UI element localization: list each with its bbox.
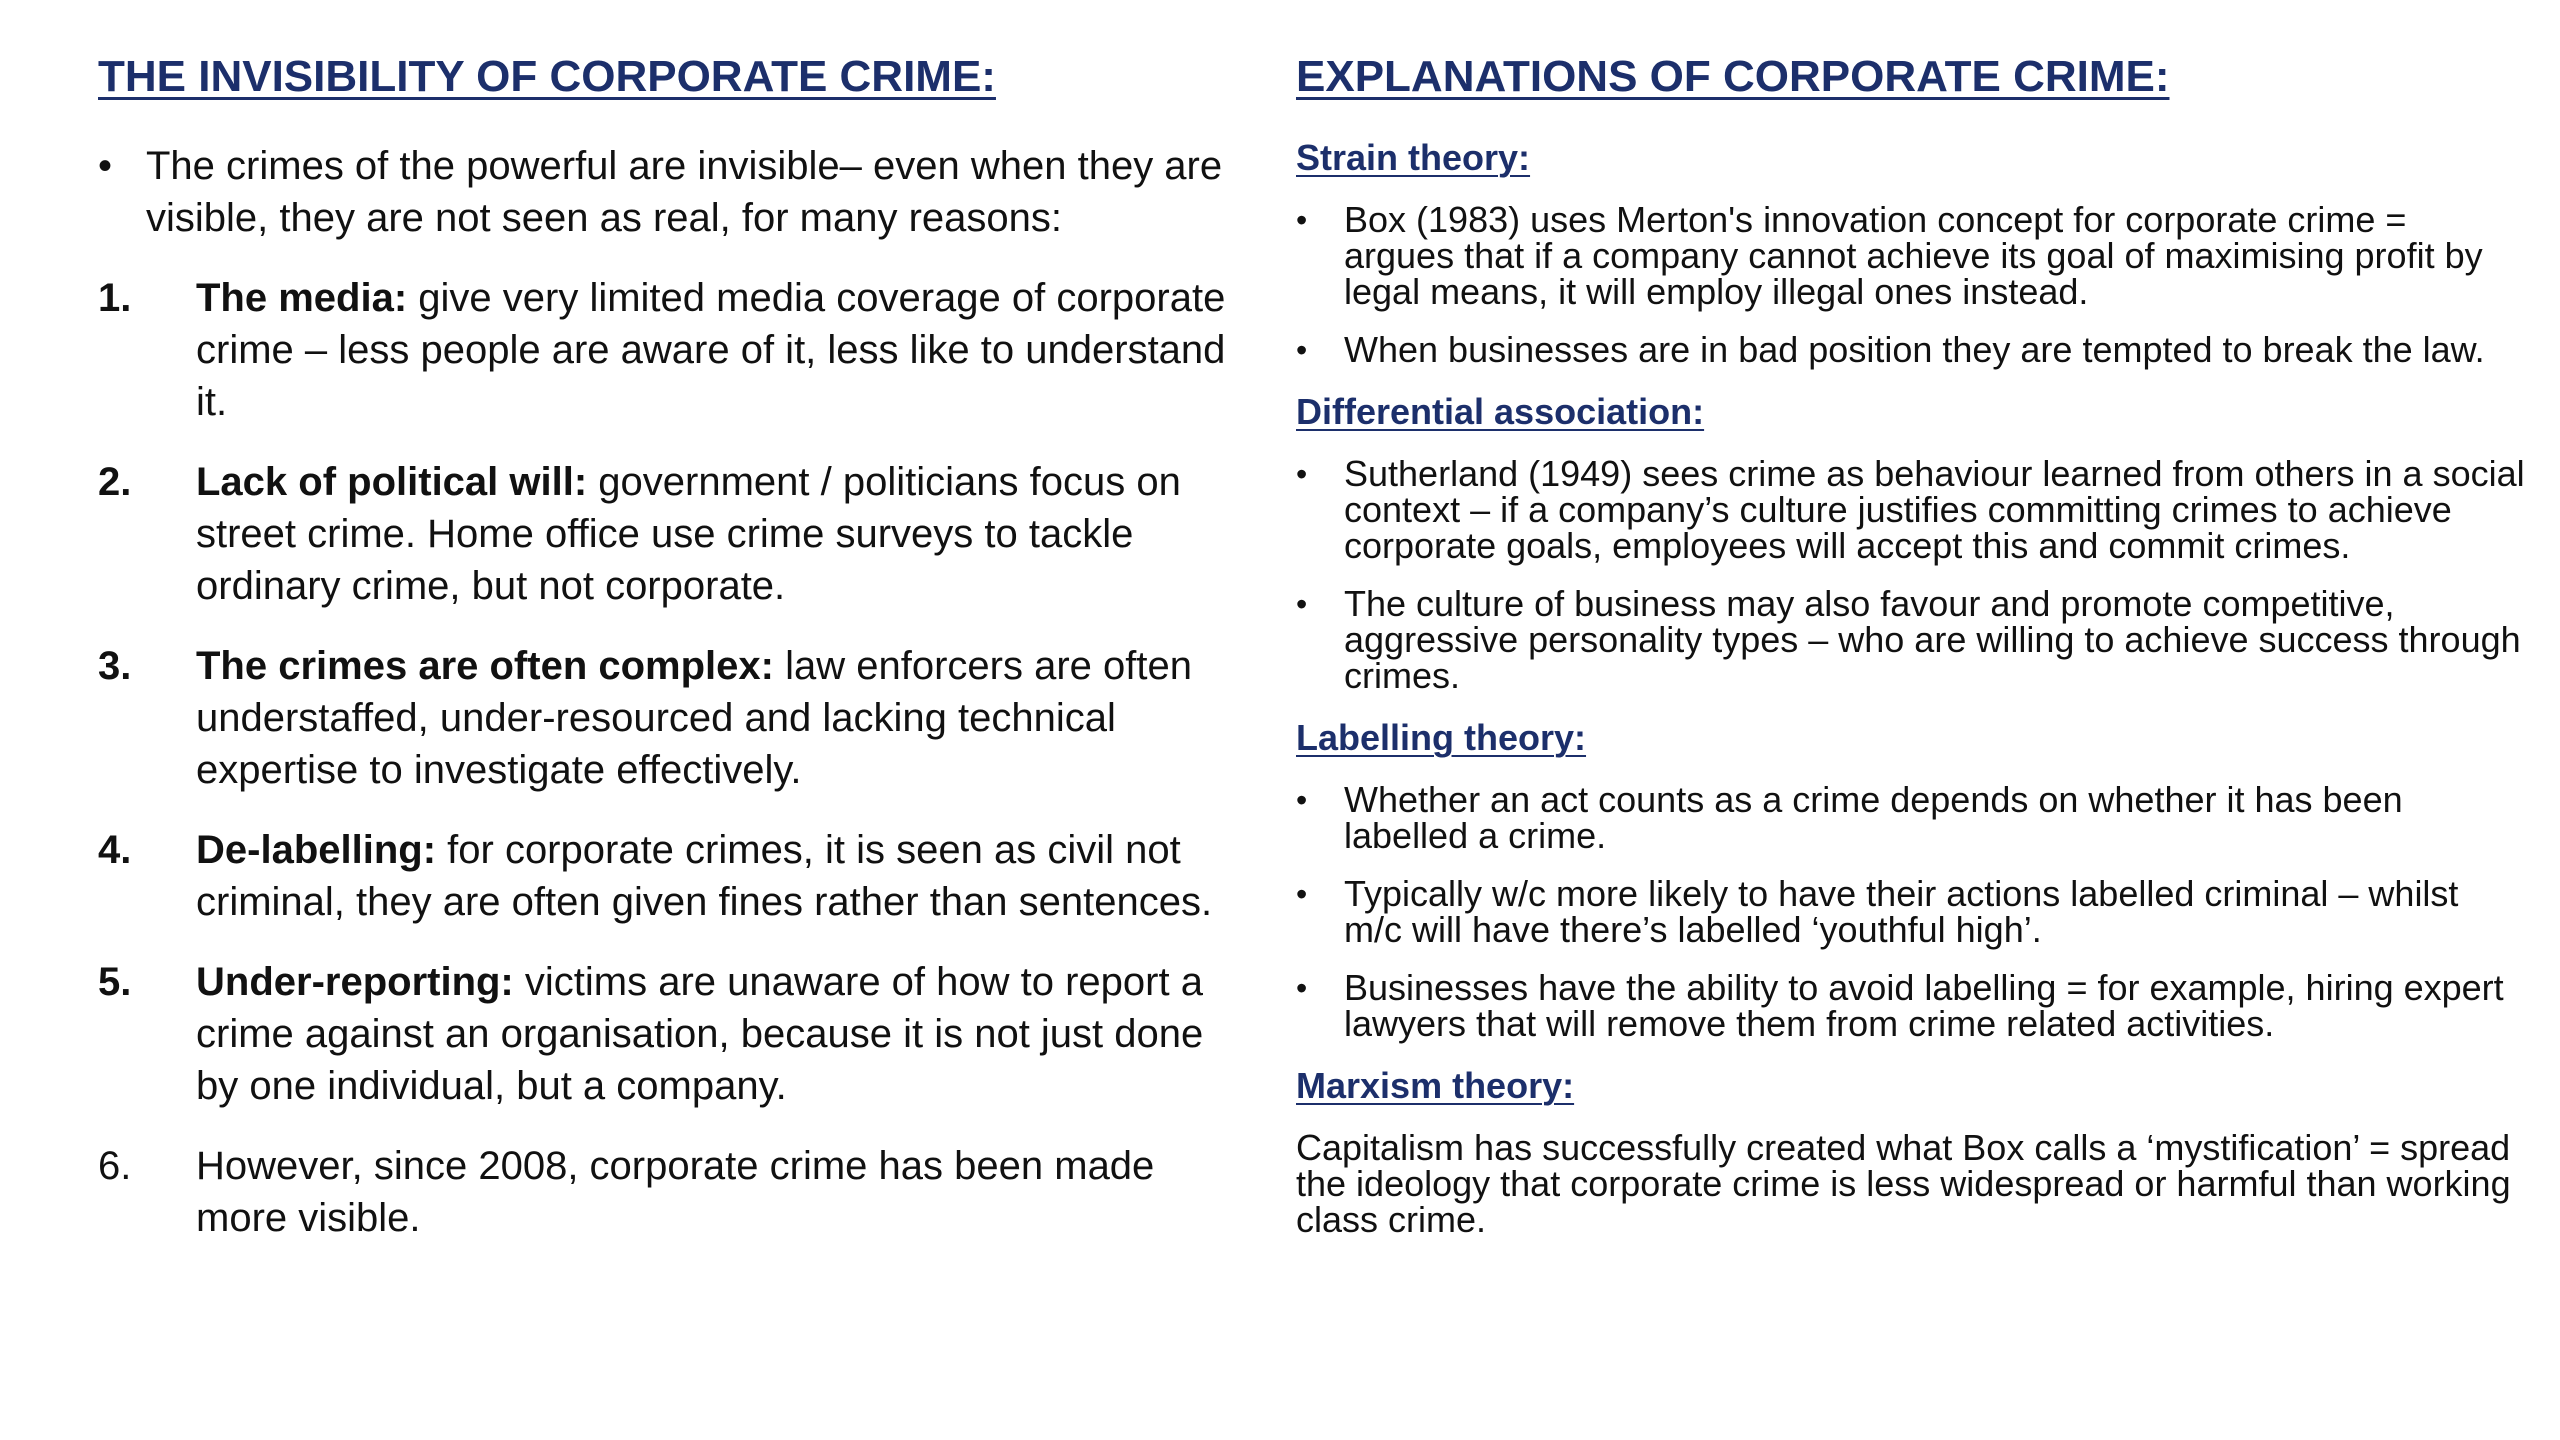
item-title: Lack of political will: bbox=[196, 460, 588, 504]
item-text: for corporate crimes, it is seen as civil not criminal, they are often given fines rather than sentences. bbox=[196, 828, 1213, 924]
item-number: 6. bbox=[98, 1144, 132, 1188]
item-text: However, since 2008, corporate crime has been made more visible. bbox=[196, 1144, 1155, 1240]
bullet-marker: • bbox=[98, 144, 113, 188]
section-bullets bbox=[1296, 453, 2526, 696]
bullet-text: When businesses are in bad position they are tempted to break the law. bbox=[1344, 329, 2485, 370]
list-item bbox=[98, 640, 1238, 796]
list-item bbox=[1296, 453, 2526, 566]
item-body bbox=[196, 1140, 1238, 1244]
right-heading: EXPLANATIONS OF CORPORATE CRIME: bbox=[1296, 52, 2170, 101]
item-number: 5. bbox=[98, 960, 132, 1004]
left-column bbox=[98, 52, 1238, 1244]
item-title: The crimes are often complex: bbox=[196, 644, 774, 688]
list-item bbox=[98, 824, 1238, 928]
item-text: give very limited media coverage of corporate crime – less people are aware of it, less like to understand it. bbox=[196, 276, 1226, 424]
item-body bbox=[196, 640, 1238, 796]
list-item bbox=[98, 272, 1238, 428]
bullet-text: The culture of business may also favour and promote competitive, aggressive personality types – who are willing to achieve success through crimes. bbox=[1344, 583, 2521, 696]
section-labelling-theory bbox=[1296, 716, 2526, 1042]
item-title: De-labelling: bbox=[196, 828, 437, 872]
section-title: Marxism theory: bbox=[1296, 1065, 1575, 1106]
list-item bbox=[98, 456, 1238, 612]
bullet-marker: • bbox=[1296, 970, 1308, 1006]
intro-bullet bbox=[98, 140, 1238, 244]
item-number: 3. bbox=[98, 644, 132, 688]
list-item bbox=[1296, 967, 2526, 1044]
bullet-text: Sutherland (1949) sees crime as behaviour learned from others in a social context – if a company’s culture justifies committing crimes to achieve corporate goals, employees will accept this and commit crimes. bbox=[1344, 453, 2525, 566]
bullet-marker: • bbox=[1296, 332, 1308, 368]
bullet-marker: • bbox=[1296, 876, 1308, 912]
section-strain-theory bbox=[1296, 136, 2526, 368]
right-column bbox=[1296, 52, 2526, 1238]
section-differential-association bbox=[1296, 390, 2526, 694]
bullet-marker: • bbox=[1296, 782, 1308, 818]
bullet-text: Box (1983) uses Merton's innovation concept for corporate crime = argues that if a company cannot achieve its goal of maximising profit by legal means, it will employ illegal ones instead. bbox=[1344, 199, 2483, 312]
list-item bbox=[1296, 779, 2526, 856]
item-body bbox=[196, 824, 1238, 928]
section-paragraph: Capitalism has successfully created what Box calls a ‘mystification’ = spread the ideology that corporate crime is less widespread or harmful than working class crime. bbox=[1296, 1127, 2511, 1240]
item-body bbox=[196, 272, 1238, 428]
item-body bbox=[196, 456, 1238, 612]
list-item bbox=[1296, 873, 2526, 950]
bullet-marker: • bbox=[1296, 202, 1308, 238]
item-number: 2. bbox=[98, 460, 132, 504]
list-item bbox=[1296, 329, 2526, 370]
item-title: The media: bbox=[196, 276, 408, 320]
bullet-marker: • bbox=[1296, 586, 1308, 622]
item-body bbox=[196, 956, 1238, 1112]
list-item bbox=[1296, 583, 2526, 696]
list-item bbox=[98, 956, 1238, 1112]
item-number: 4. bbox=[98, 828, 132, 872]
item-text: law enforcers are often understaffed, under-resourced and lacking technical expertise to investigate effectively. bbox=[196, 644, 1192, 792]
item-text: government / politicians focus on street crime. Home office use crime surveys to tackle ordinary crime, but not corporate. bbox=[196, 460, 1181, 608]
left-heading: THE INVISIBILITY OF CORPORATE CRIME: bbox=[98, 52, 996, 101]
bullet-marker: • bbox=[1296, 456, 1308, 492]
intro-text: The crimes of the powerful are invisible– even when they are visible, they are not seen as real, for many reasons: bbox=[146, 144, 1223, 240]
bullet-text: Businesses have the ability to avoid labelling = for example, hiring expert lawyers that will remove them from crime related activities. bbox=[1344, 967, 2504, 1044]
reasons-list bbox=[98, 272, 1238, 1244]
section-bullets bbox=[1296, 779, 2526, 1044]
item-title: Under-reporting: bbox=[196, 960, 514, 1004]
bullet-text: Typically w/c more likely to have their actions labelled criminal – whilst m/c will have there’s labelled ‘youthful high’. bbox=[1344, 873, 2459, 950]
section-bullets bbox=[1296, 199, 2526, 370]
item-text: victims are unaware of how to report a crime against an organisation, because it is not just done by one individual, but a company. bbox=[196, 960, 1204, 1108]
section-title: Strain theory: bbox=[1296, 137, 1531, 178]
list-item bbox=[98, 1140, 1238, 1244]
item-number: 1. bbox=[98, 276, 132, 320]
bullet-text: Whether an act counts as a crime depends on whether it has been labelled a crime. bbox=[1344, 779, 2403, 856]
section-marxism-theory bbox=[1296, 1064, 2526, 1238]
list-item bbox=[1296, 199, 2526, 312]
section-title: Differential association: bbox=[1296, 391, 1705, 432]
section-title: Labelling theory: bbox=[1296, 717, 1587, 758]
